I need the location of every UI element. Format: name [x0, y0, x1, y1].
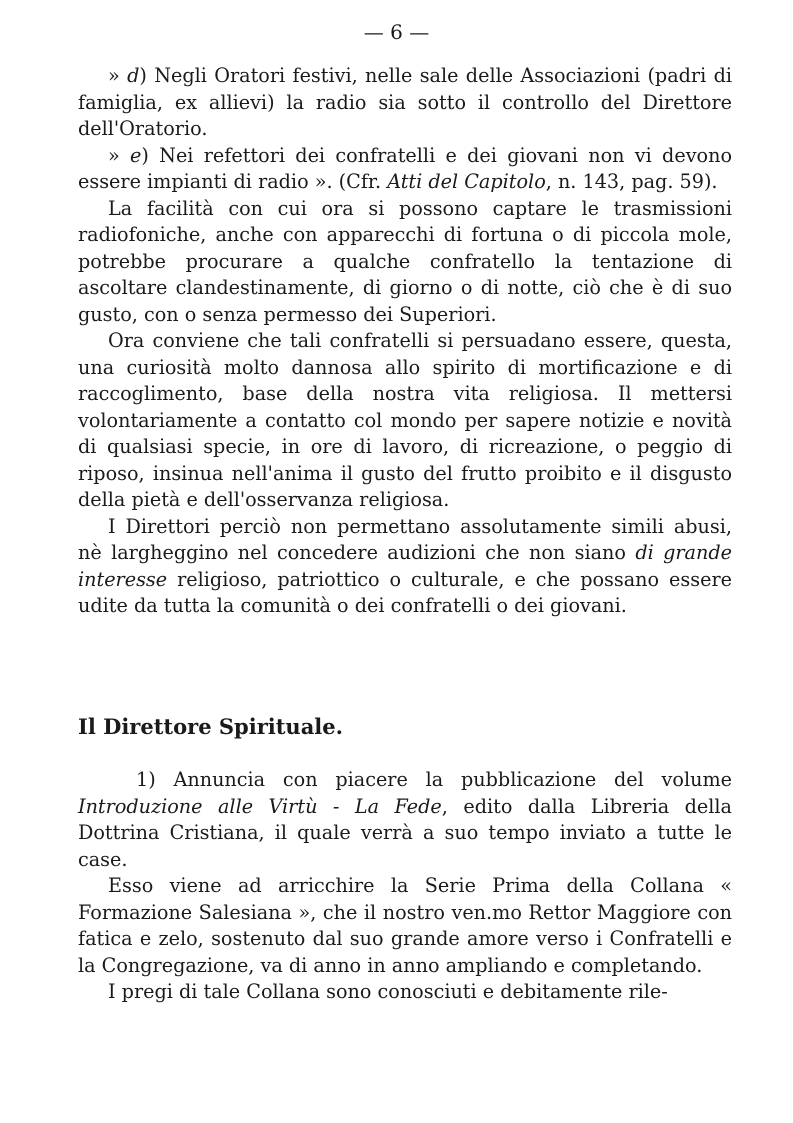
text-run: , edito dalla Libreria della Dottrina Cristiana, il quale verrà a suo tempo inviato a tutte le case.	[78, 794, 732, 871]
paragraph	[78, 328, 732, 514]
italic-text: di grande interesse	[78, 541, 732, 591]
text-run: I pregi di tale Collana sono conosciuti e debitamente rile-	[108, 980, 668, 1003]
paragraph	[78, 514, 732, 620]
italic-text: Introduzione alle Virtù - La Fede	[78, 794, 442, 818]
italic-text: e	[130, 143, 142, 167]
text-run: Ora conviene che tali confratelli si persuadano essere, questa, una curiosità molto dannosa allo spirito di mortificazione e di raccoglimento, base della nostra vita religiosa. Il mettersi volontariamente a contatto col mondo per sapere notizie e novità di qualsiasi specie, in ore di lavoro, di ricreazione, o peggio di riposo, insinua nell'anima il gusto del frutto proibito e il disgusto della pietà e dell'osservanza religiosa.	[78, 329, 732, 511]
text-run: »	[108, 143, 131, 167]
paragraph	[78, 979, 732, 1006]
paragraph	[78, 63, 732, 143]
section-text-block	[78, 767, 732, 1006]
text-run: , n. 143, pag. 59).	[545, 170, 718, 193]
text-run: ) Negli Oratori festivi, nelle sale delle Associazioni (padri di famiglia, ex allievi) la radio sia sotto il controllo del Direttore dell'Oratorio.	[78, 64, 732, 140]
paragraph	[78, 196, 732, 329]
italic-text: d	[127, 64, 140, 87]
page-number: — 6 —	[363, 20, 430, 44]
section-heading: Il Direttore Spirituale.	[78, 714, 343, 739]
text-run: 1) Annuncia con piacere la pubblicazione del volume	[136, 768, 732, 791]
text-run: La facilità con cui ora si possono captare le trasmissioni radiofoniche, anche con apparecchi di fortuna o di piccola mole, potrebbe procurare a qualche confratello la tentazione di ascoltare clandestinamente, di giorno o di notte, ciò che è di suo gusto, con o senza permesso dei Superiori.	[78, 196, 732, 326]
main-text-block	[78, 63, 732, 620]
text-run: ) Nei refettori dei confratelli e dei giovani non vi devono essere impianti di radio ». (Cfr.	[78, 143, 732, 193]
italic-text: Atti del Capitolo	[387, 170, 546, 193]
text-run: Esso viene ad arricchire la Serie Prima della Collana « Formazione Salesiana », che il nostro ven.mo Rettor Maggiore con fatica e zelo, sostenuto dal suo grande amore verso i Confratelli e la Congregazione, va di anno in anno ampliando e completando.	[78, 874, 732, 977]
text-run: religioso, patriottico o culturale, e che possano essere udite da tutta la comunità o dei confratelli o dei giovani.	[78, 567, 732, 617]
paragraph	[78, 767, 732, 873]
paragraph	[78, 873, 732, 979]
paragraph	[78, 143, 732, 196]
text-run: I Direttori perciò non permettano assolutamente simili abusi, nè largheggino nel concedere audizioni che non siano	[78, 514, 732, 564]
text-run: »	[108, 64, 128, 87]
